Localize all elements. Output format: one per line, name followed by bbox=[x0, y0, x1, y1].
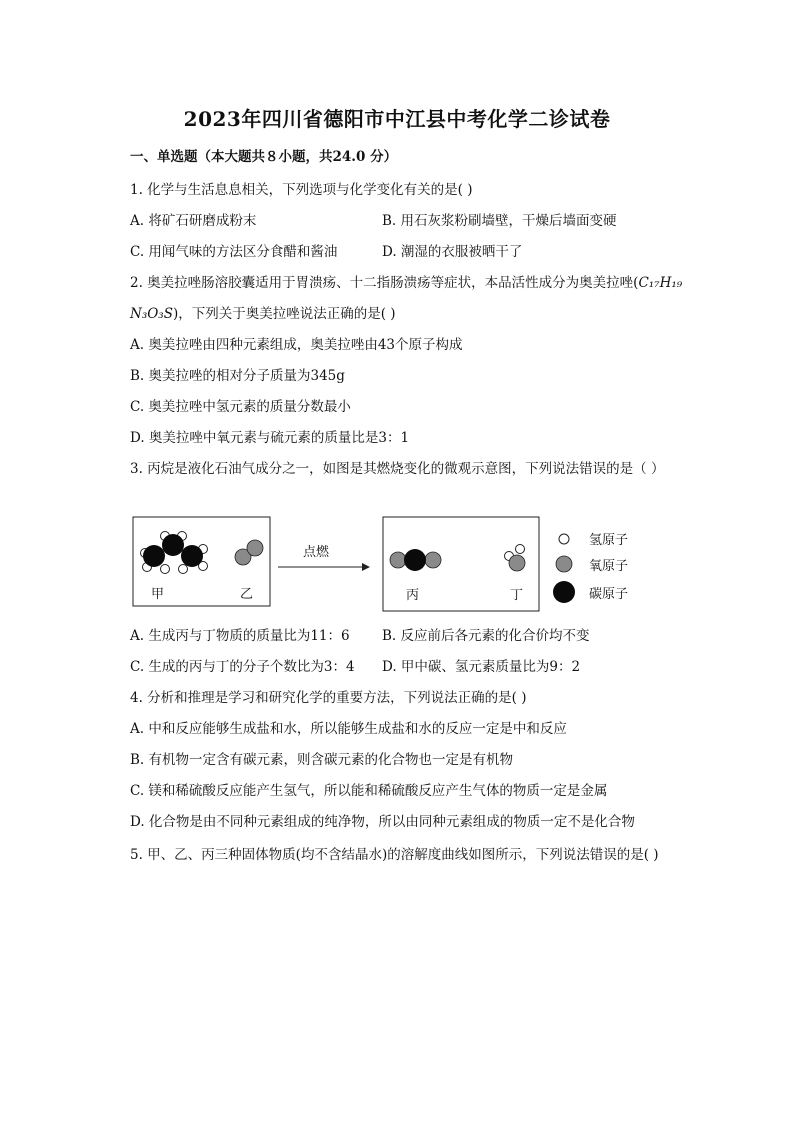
section-heading: 一、单选题（本大题共８小题，共24.0 分） bbox=[130, 149, 398, 165]
question-4-option-a[interactable]: A. 中和反应能够生成盐和水，所以能够生成盐和水的反应一定是中和反应 bbox=[130, 721, 567, 737]
arrow-label: 点燃 bbox=[303, 545, 330, 560]
question-1-option-d[interactable]: D. 潮湿的衣服被晒干了 bbox=[382, 244, 523, 260]
question-2-stem-line1 bbox=[130, 271, 682, 291]
formula-part2: N₃O₃S bbox=[130, 306, 173, 322]
question-2-option-b[interactable]: B. 奥美拉唑的相对分子质量为345g bbox=[130, 368, 345, 384]
question-2-stem-line2 bbox=[130, 302, 396, 322]
legend-hydrogen: 氢原子 bbox=[589, 533, 629, 548]
question-2-option-a[interactable]: A. 奥美拉唑由四种元素组成，奥美拉唑由43个原子构成 bbox=[130, 337, 463, 353]
question-1-stem: 1. 化学与生活息息相关，下列选项与化学变化有关的是( ) bbox=[130, 182, 473, 198]
question-3-stem: 3. 丙烷是液化石油气成分之一，如图是其燃烧变化的微观示意图，下列说法错误的是（ ） bbox=[130, 461, 665, 477]
legend-oxygen: 氧原子 bbox=[589, 559, 629, 574]
arrow-head bbox=[362, 563, 370, 571]
carbon-legend-icon bbox=[553, 581, 575, 603]
reactant-box bbox=[133, 517, 270, 606]
label-jia: 甲 bbox=[151, 587, 165, 602]
question-2-stem-tail: )，下列关于奥美拉唑说法正确的是( ) bbox=[172, 306, 396, 322]
legend-carbon: 碳原子 bbox=[589, 587, 629, 602]
label-yi: 乙 bbox=[240, 587, 254, 602]
propane-molecule bbox=[141, 532, 208, 574]
question-3-option-b[interactable]: B. 反应前后各元素的化合价均不变 bbox=[382, 628, 590, 644]
question-1-option-c[interactable]: C. 用闻气味的方法区分食醋和酱油 bbox=[130, 244, 338, 260]
question-4-stem: 4. 分析和推理是学习和研究化学的重要方法，下列说法正确的是( ) bbox=[130, 690, 527, 706]
page-title: 2023年四川省德阳市中江县中考化学二诊试卷 bbox=[183, 107, 611, 131]
formula-part1: C₁₇H₁₉ bbox=[638, 275, 683, 291]
question-4-option-d[interactable]: D. 化合物是由不同种元素组成的纯净物，所以由同种元素组成的物质一定不是化合物 bbox=[130, 814, 635, 830]
question-2-option-d[interactable]: D. 奥美拉唑中氧元素与硫元素的质量比是3：1 bbox=[130, 430, 410, 446]
question-4-option-b[interactable]: B. 有机物一定含有碳元素，则含碳元素的化合物也一定是有机物 bbox=[130, 752, 514, 768]
label-ding: 丁 bbox=[510, 588, 524, 603]
co2-molecule bbox=[390, 549, 441, 571]
question-4-option-c[interactable]: C. 镁和稀硫酸反应能产生氢气，所以能和稀硫酸反应产生气体的物质一定是金属 bbox=[130, 783, 608, 799]
question-2-stem-text: 2. 奥美拉唑肠溶胶囊适用于胃溃疡、十二指肠溃疡等症状，本品活性成分为奥美拉唑( bbox=[130, 275, 639, 291]
question-5-stem: 5. 甲、乙、丙三种固体物质(均不含结晶水)的溶解度曲线如图所示，下列说法错误的是( ) bbox=[130, 847, 659, 863]
question-1-option-a[interactable]: A. 将矿石研磨成粉末 bbox=[130, 213, 257, 229]
question-1-option-b[interactable]: B. 用石灰浆粉刷墙壁，干燥后墙面变硬 bbox=[382, 213, 617, 229]
label-bing: 丙 bbox=[406, 588, 420, 603]
question-3-option-a[interactable]: A. 生成丙与丁物质的质量比为11：6 bbox=[130, 628, 350, 644]
product-box bbox=[383, 517, 539, 611]
question-2-option-c[interactable]: C. 奥美拉唑中氢元素的质量分数最小 bbox=[130, 399, 351, 415]
question-3-option-d[interactable]: D. 甲中碳、氢元素质量比为9：2 bbox=[382, 659, 581, 675]
oxygen-legend-icon bbox=[556, 556, 572, 572]
diagram-legend bbox=[553, 533, 628, 603]
water-molecule bbox=[505, 545, 526, 572]
oxygen-molecule bbox=[235, 540, 263, 565]
question-3-option-c[interactable]: C. 生成的丙与丁的分子个数比为3：4 bbox=[130, 659, 355, 675]
hydrogen-legend-icon bbox=[559, 534, 569, 544]
